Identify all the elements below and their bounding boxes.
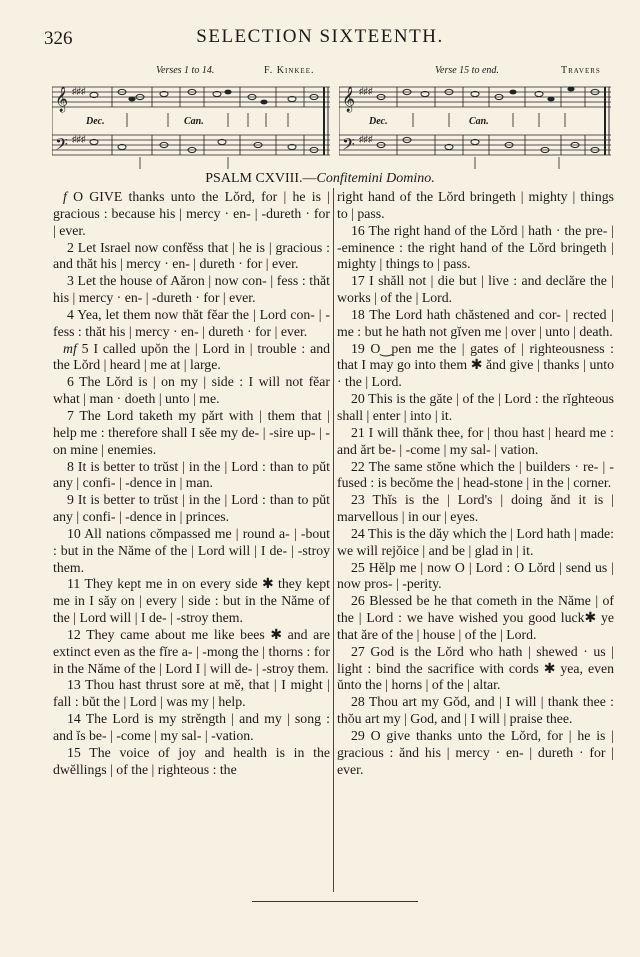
page-number: 326 [44, 28, 73, 49]
verse: 14 The Lord is my strĕngth | and my | song : and ĭs be- | -come | my sal- | -vation. [53, 711, 330, 743]
verse: 18 The Lord hath chăstened and cor- | rected | me : but he hath not gĭven me | over | unto | death. [337, 306, 614, 339]
end-rule [252, 901, 418, 902]
music-score-left [52, 65, 330, 171]
psalm-title: PSALM CXVIII.— [205, 171, 317, 186]
verse: 4 Yea, let them now thăt fĕar the | Lord con- | -fess : thăt his | mercy · en- | dureth · for | ever. [53, 306, 330, 339]
verse [53, 341, 330, 375]
verse-range-left: Verses 1 to 14. [156, 65, 215, 76]
verse: 28 Thou art my Gŏd, and | I will | thank thee : thŏu art my | God, and | I will | praise thee. [337, 694, 614, 727]
verse: 10 All nations cŏmpassed me | round a- | -bout : but in the Năme of the | Lord will | I de- | -stroy them. [53, 525, 330, 575]
dynamic-mark: f [63, 189, 67, 204]
svg-text:♯♯♯: ♯♯♯ [72, 134, 86, 144]
verse: 9 It is better to trŭst | in the | Lord : than to pŭt any | confi- | -dence in | princes. [53, 492, 330, 525]
svg-text:♯♯♯: ♯♯♯ [359, 134, 373, 144]
composer-left: F. Kinkee. [264, 65, 315, 76]
verse: 11 They kept me in on every side ✱ they kept me in I săy on | every | side : but in the Năme of the | Lord will | I de- | -stroy them. [53, 576, 330, 626]
left-column [53, 189, 330, 779]
verse: 8 It is better to trŭst | in the | Lord : than to pŭt any | confi- | -dence in | man. [53, 458, 330, 491]
verse-text: 5 I called upŏn the | Lord in | trouble : and the Lŏrd | heard | me at | large. [53, 340, 330, 373]
verse-text: O GIVE thanks unto the Lŏrd, for | he is | gracious : because his | mercy · en- | -dureth · for | ever. [53, 189, 330, 238]
svg-text:𝄞: 𝄞 [55, 87, 69, 112]
cantoris-label-left: Can. [184, 116, 204, 127]
decani-label-left: Dec. [86, 116, 105, 127]
psalm-latin-title: Confitemini Domino. [316, 171, 435, 186]
right-column [337, 189, 614, 779]
verse: 15 The voice of joy and health is in the dwĕllings | of the | righteous : the [53, 744, 330, 777]
verse: 27 God is the Lŏrd who hath | shewed · us | light : bind the sacrifice with cords ✱ yea, even ŭnto the | horns | of the | altar. [337, 643, 614, 693]
psalm-heading [0, 171, 640, 187]
verse: 19 O‿pen me the | gates of | righteousness : that I may go into them ✱ ănd give | thanks | unto · the | Lord. [337, 340, 614, 390]
verse: 6 The Lŏrd is | on my | side : I will not fĕar what | man · doeth | unto | me. [53, 374, 330, 407]
svg-text:𝄞: 𝄞 [342, 87, 356, 112]
verse: 13 Thou hast thrust sore at mĕ, that | I might | fall : bŭt the | Lord | was my | help. [53, 677, 330, 710]
verse: 2 Let Israel now confĕss that | he is | gracious : and thăt his | mercy · en- | dureth · for | ever. [53, 239, 330, 272]
composer-right: Travers [561, 65, 601, 76]
decani-label-right: Dec. [369, 116, 388, 127]
verse: 16 The right hand of the Lŏrd | hath · the pre- | -eminence : the right hand of the Lŏrd bringeth | mighty | things to | pass. [337, 222, 614, 272]
verse: 20 This is the găte | of the | Lord : the rĭghteous shall | enter | into | it. [337, 391, 614, 423]
verse: 17 I shăll not | die but | live : and declăre the | works | of the | Lord. [337, 273, 614, 306]
cantoris-label-right: Can. [469, 116, 489, 127]
verse: 25 Hĕlp me | now O | Lord : O Lŏrd | send us | now pros- | -perity. [337, 559, 614, 592]
verse: 23 Thĭs is the | Lord's | doing ănd it is | marvellous | in our | eyes. [337, 492, 614, 525]
verse: 7 The Lord taketh my părt with | them that | help me : therefore shall I sĕe my de- | -sire up- | -on mine | enemies. [53, 407, 330, 457]
verse: 21 I will thănk thee, for | thou hast | heard me : and ărt be- | -come | my sal- | vation. [337, 424, 614, 457]
verse: 26 Blessed be he that cometh in the Năme | of the | Lord : we have wished you good luck✱ ye that ăre of the | house | of the | Lord. [337, 593, 614, 642]
music-score-right [339, 65, 611, 171]
svg-text:♯♯♯: ♯♯♯ [72, 86, 86, 96]
svg-text:𝄢: 𝄢 [342, 134, 355, 158]
verse: 12 They came about me like bees ✱ and are extinct even as the fĭre a- | -mong the | thorns : for in the Năme of the | Lord I | will de- | -stroy them. [53, 626, 330, 676]
verse: 29 O give thanks unto the Lŏrd, for | he is | gracious : ănd his | mercy · en- | dureth · for | ever. [337, 728, 614, 777]
verse: 24 This is the dăy which the | Lord hath | made: we will rejŏice | and be | glad in | it. [337, 525, 614, 558]
dynamic-mark: mf [63, 340, 77, 356]
svg-text:♯♯♯: ♯♯♯ [359, 86, 373, 96]
verse-continuation: right hand of the Lŏrd bringeth | mighty | things to | pass. [337, 189, 614, 221]
verse [53, 189, 330, 240]
column-divider [333, 188, 334, 892]
verse: 22 The same stŏne which the | builders · re- | -fused : is becŏme the | head-stone | in the | corner. [337, 458, 614, 491]
verse: 3 Let the house of Aăron | now con- | fess : thăt his | mercy · en- | -dureth · for | ever. [53, 273, 330, 306]
verse-range-right: Verse 15 to end. [435, 65, 499, 76]
svg-text:𝄢: 𝄢 [55, 134, 68, 158]
page-title: SELECTION SIXTEENTH. [196, 26, 444, 47]
